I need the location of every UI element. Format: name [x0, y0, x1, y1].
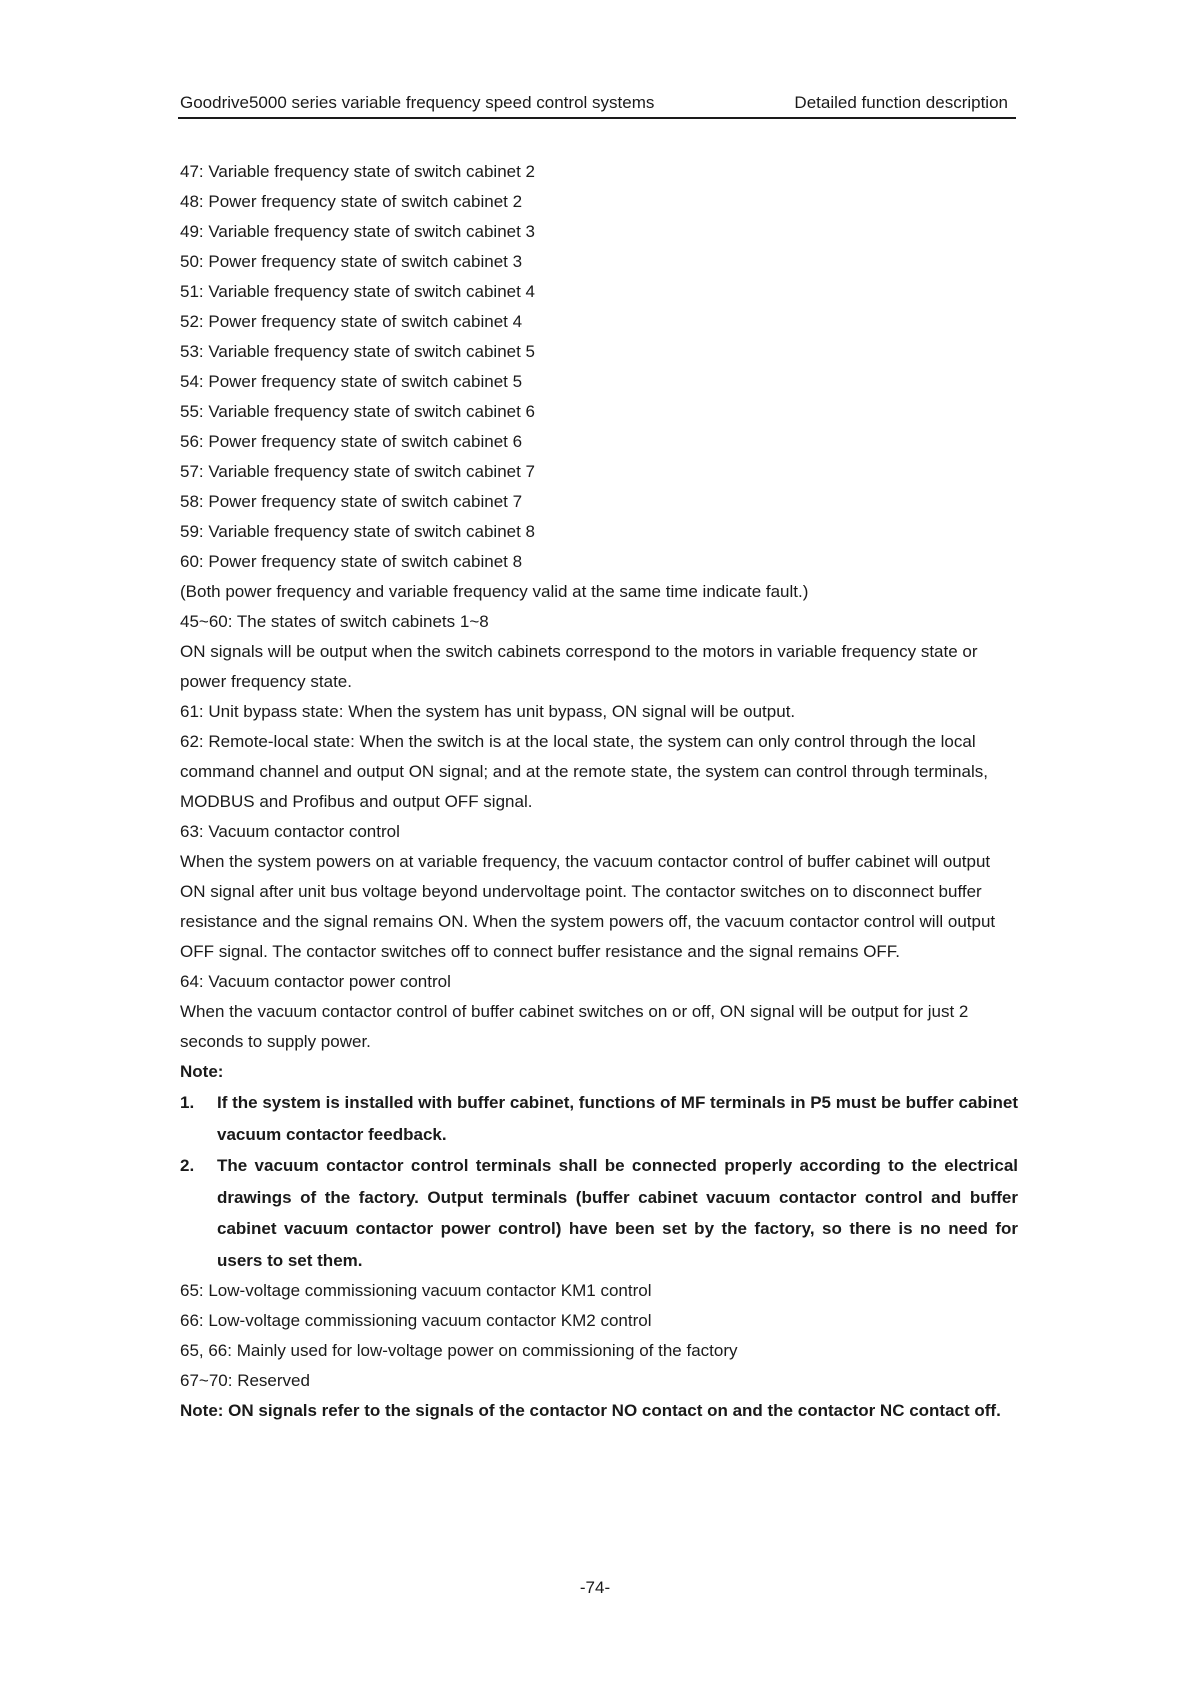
item-62: 62: Remote-local state: When the switch is at the local state, the system can only control through the local command channel and output ON signal; and at the remote state, the system can control through terminals, MODBUS and Profibus and output OFF signal.: [180, 732, 988, 811]
note-text: If the system is installed with buffer cabinet, functions of MF terminals in P5 must be buffer cabinet vacuum contactor feedback.: [217, 1093, 1019, 1144]
header-section-title: Detailed function description: [794, 93, 1008, 112]
item-63-title: 63: Vacuum contactor control: [180, 822, 400, 841]
notes-list: [180, 1087, 1018, 1276]
list-item: 57: Variable frequency state of switch cabinet 7: [180, 462, 535, 481]
note-item: [180, 1150, 1018, 1276]
item-63-description: When the system powers on at variable frequency, the vacuum contactor control of buffer cabinet will output ON signal after unit bus voltage beyond undervoltage point. The contactor switches on to disconnect buffer resistance and the signal remains ON. When the system powers off, the vacuum contactor control will output OFF signal. The contactor switches off to connect buffer resistance and the signal remains OFF.: [180, 852, 996, 961]
list-item: 53: Variable frequency state of switch cabinet 5: [180, 342, 535, 361]
on-signals-paragraph: ON signals will be output when the switch cabinets correspond to the motors in variable frequency state or power frequency state.: [180, 642, 978, 691]
item-61: 61: Unit bypass state: When the system has unit bypass, ON signal will be output.: [180, 702, 796, 721]
header-document-title: Goodrive5000 series variable frequency speed control systems: [180, 93, 655, 112]
page-content: [180, 157, 1018, 1426]
fault-remark: (Both power frequency and variable frequency valid at the same time indicate fault.): [180, 582, 809, 601]
note-text: The vacuum contactor control terminals shall be connected properly according to the electrical drawings of the factory. Output terminals (buffer cabinet vacuum contactor control and buffer cabinet vacuum contactor power control) have been set by the factory, so there is no need for users to set them.: [217, 1156, 1018, 1270]
list-item: 47: Variable frequency state of switch cabinet 2: [180, 162, 535, 181]
note-heading: Note:: [180, 1062, 224, 1081]
list-item: 66: Low-voltage commissioning vacuum contactor KM2 control: [180, 1311, 652, 1330]
list-item: 58: Power frequency state of switch cabinet 7: [180, 492, 523, 511]
list-item: 56: Power frequency state of switch cabinet 6: [180, 432, 523, 451]
note-item: [180, 1087, 1018, 1150]
range-summary: 45~60: The states of switch cabinets 1~8: [180, 612, 489, 631]
list-item: 49: Variable frequency state of switch cabinet 3: [180, 222, 535, 241]
note-number: 1.: [180, 1093, 195, 1112]
list-item: 50: Power frequency state of switch cabinet 3: [180, 252, 523, 271]
list-item: 65, 66: Mainly used for low-voltage power on commissioning of the factory: [180, 1341, 738, 1360]
list-item: 55: Variable frequency state of switch cabinet 6: [180, 402, 535, 421]
list-item: 60: Power frequency state of switch cabinet 8: [180, 552, 523, 571]
list-item: 67~70: Reserved: [180, 1371, 310, 1390]
page-number: -74-: [579, 1578, 611, 1597]
list-item: 65: Low-voltage commissioning vacuum contactor KM1 control: [180, 1281, 652, 1300]
list-item: 52: Power frequency state of switch cabinet 4: [180, 312, 523, 331]
page-header: [178, 91, 1016, 119]
note-number: 2.: [180, 1156, 195, 1175]
list-item: 59: Variable frequency state of switch cabinet 8: [180, 522, 535, 541]
item-64-description: When the vacuum contactor control of buffer cabinet switches on or off, ON signal will be output for just 2 seconds to supply power.: [180, 1002, 969, 1051]
list-item: 54: Power frequency state of switch cabinet 5: [180, 372, 523, 391]
item-64-title: 64: Vacuum contactor power control: [180, 972, 451, 991]
list-item: 51: Variable frequency state of switch cabinet 4: [180, 282, 535, 301]
final-note: Note: ON signals refer to the signals of the contactor NO contact on and the contactor NC contact off.: [180, 1401, 1001, 1420]
list-item: 48: Power frequency state of switch cabinet 2: [180, 192, 523, 211]
